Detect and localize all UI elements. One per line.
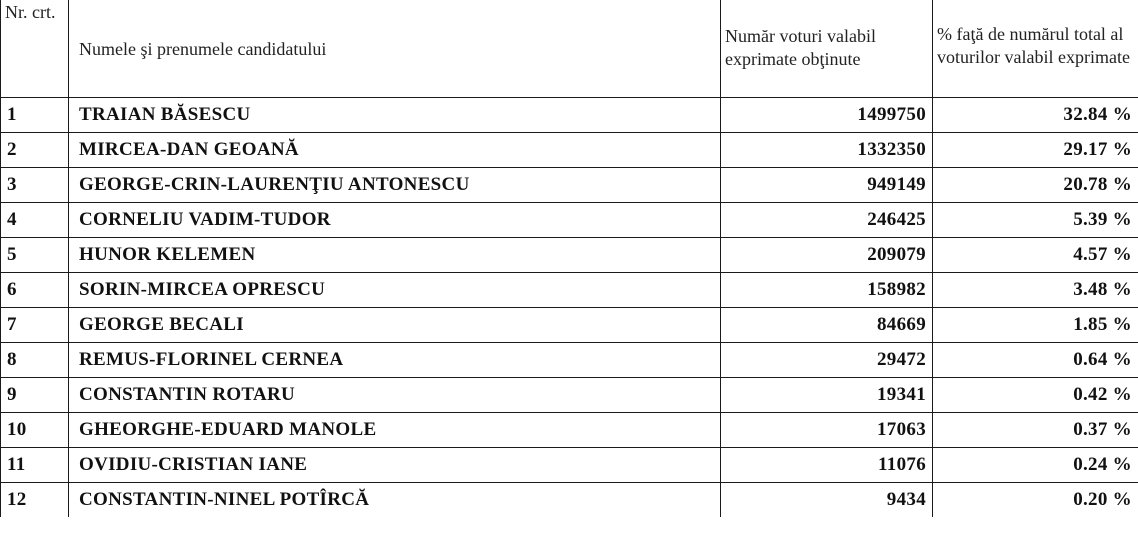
row-number: 2 <box>1 133 69 168</box>
vote-percent: 0.42 % <box>933 378 1138 413</box>
vote-percent: 0.37 % <box>933 413 1138 448</box>
vote-percent: 4.57 % <box>933 238 1138 273</box>
candidate-name: CONSTANTIN ROTARU <box>69 378 721 413</box>
header-percent: % faţă de numărul total al voturilor valabil exprimate <box>933 0 1138 98</box>
header-nr: Nr. crt. <box>1 0 69 98</box>
row-number: 4 <box>1 203 69 238</box>
table-row <box>1 378 1138 413</box>
candidate-name: OVIDIU-CRISTIAN IANE <box>69 448 721 483</box>
candidate-name: REMUS-FLORINEL CERNEA <box>69 343 721 378</box>
table-row <box>1 133 1138 168</box>
vote-percent: 0.64 % <box>933 343 1138 378</box>
table-row <box>1 343 1138 378</box>
table-body <box>1 98 1138 518</box>
vote-percent: 3.48 % <box>933 273 1138 308</box>
row-number: 5 <box>1 238 69 273</box>
row-number: 7 <box>1 308 69 343</box>
table-row <box>1 273 1138 308</box>
vote-count: 11076 <box>721 448 933 483</box>
table-header-row <box>1 0 1138 98</box>
table-row <box>1 168 1138 203</box>
vote-count: 246425 <box>721 203 933 238</box>
candidate-name: CORNELIU VADIM-TUDOR <box>69 203 721 238</box>
row-number: 3 <box>1 168 69 203</box>
vote-count: 84669 <box>721 308 933 343</box>
row-number: 11 <box>1 448 69 483</box>
row-number: 8 <box>1 343 69 378</box>
vote-percent: 5.39 % <box>933 203 1138 238</box>
table-row <box>1 413 1138 448</box>
candidate-name: SORIN-MIRCEA OPRESCU <box>69 273 721 308</box>
vote-percent: 29.17 % <box>933 133 1138 168</box>
table-row <box>1 483 1138 518</box>
row-number: 6 <box>1 273 69 308</box>
vote-count: 949149 <box>721 168 933 203</box>
vote-percent: 20.78 % <box>933 168 1138 203</box>
row-number: 12 <box>1 483 69 518</box>
candidate-name: HUNOR KELEMEN <box>69 238 721 273</box>
vote-percent: 0.20 % <box>933 483 1138 518</box>
vote-count: 1332350 <box>721 133 933 168</box>
row-number: 1 <box>1 98 69 133</box>
row-number: 9 <box>1 378 69 413</box>
table-row <box>1 238 1138 273</box>
vote-count: 158982 <box>721 273 933 308</box>
vote-percent: 32.84 % <box>933 98 1138 133</box>
header-votes-line: Număr voturi valabil exprimate obţinute <box>725 26 876 69</box>
candidate-name: MIRCEA-DAN GEOANĂ <box>69 133 721 168</box>
header-candidate-name: Numele şi prenumele candidatului <box>69 0 721 98</box>
vote-count: 9434 <box>721 483 933 518</box>
vote-count: 17063 <box>721 413 933 448</box>
vote-percent: 1.85 % <box>933 308 1138 343</box>
candidate-name: GEORGE-CRIN-LAURENŢIU ANTONESCU <box>69 168 721 203</box>
table-row <box>1 448 1138 483</box>
vote-count: 19341 <box>721 378 933 413</box>
vote-count: 209079 <box>721 238 933 273</box>
table-row <box>1 308 1138 343</box>
vote-count: 1499750 <box>721 98 933 133</box>
vote-percent: 0.24 % <box>933 448 1138 483</box>
vote-count: 29472 <box>721 343 933 378</box>
candidate-name: GHEORGHE-EDUARD MANOLE <box>69 413 721 448</box>
table-row <box>1 203 1138 238</box>
candidate-name: CONSTANTIN-NINEL POTÎRCĂ <box>69 483 721 518</box>
candidate-name: GEORGE BECALI <box>69 308 721 343</box>
row-number: 10 <box>1 413 69 448</box>
header-votes <box>721 0 933 98</box>
candidate-name: TRAIAN BĂSESCU <box>69 98 721 133</box>
table-row <box>1 98 1138 133</box>
